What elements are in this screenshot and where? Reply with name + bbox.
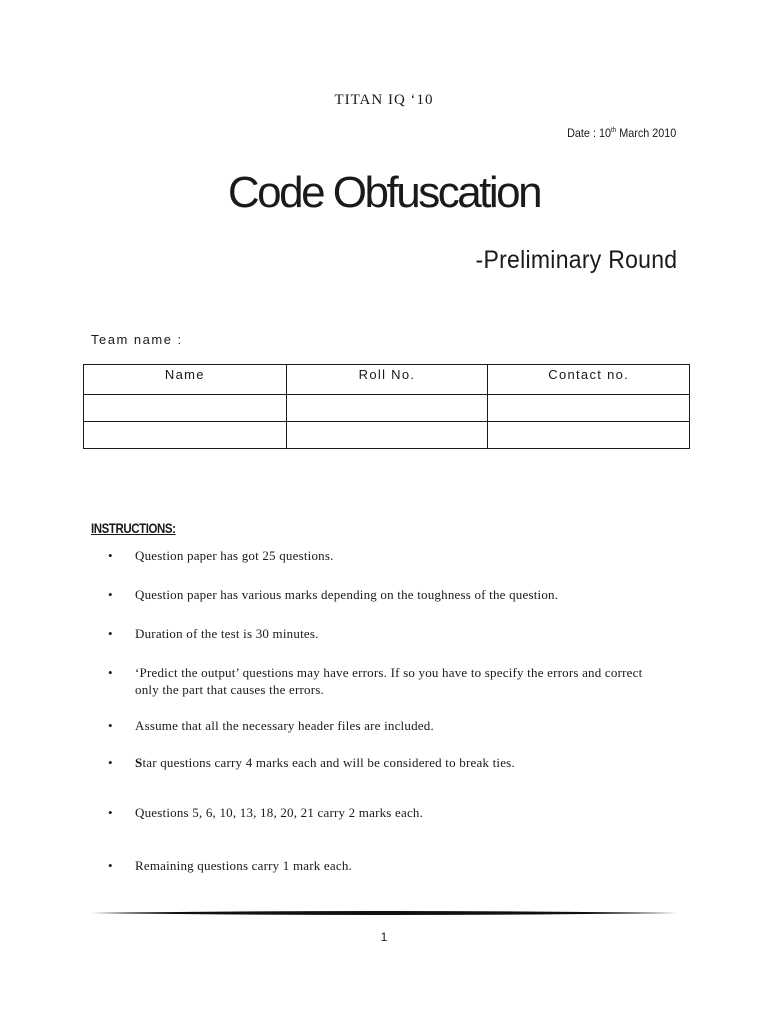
contact-no-cell[interactable]	[488, 395, 690, 422]
name-cell[interactable]	[84, 395, 287, 422]
list-item	[108, 547, 681, 564]
list-item	[108, 804, 681, 821]
team-table-header-row	[84, 365, 690, 395]
bullet-icon: •	[108, 858, 113, 873]
name-cell[interactable]	[84, 422, 287, 449]
team-table	[83, 364, 690, 449]
list-item	[108, 717, 681, 734]
table-row	[84, 422, 690, 449]
instruction-text: ‘Predict the output’ questions may have errors. If so you have to specify the errors and correct only the part that causes the errors.	[135, 665, 643, 697]
bullet-icon: •	[108, 587, 113, 602]
list-item	[108, 857, 681, 874]
footer-divider	[91, 909, 678, 917]
document-title: Code Obfuscation	[227, 168, 541, 217]
column-header-contact-no: Contact no.	[488, 365, 690, 395]
bullet-icon: •	[108, 718, 113, 733]
star-initial: S	[135, 755, 143, 770]
instruction-text: Assume that all the necessary header files are included.	[135, 718, 434, 733]
team-name-label: Team name :	[91, 332, 183, 347]
exam-date	[567, 126, 676, 140]
bullet-icon: •	[108, 548, 113, 563]
instruction-text: Questions 5, 6, 10, 13, 18, 20, 21 carry 2 marks each.	[135, 805, 424, 820]
column-header-roll-no: Roll No.	[286, 365, 488, 395]
instruction-text: Question paper has got 25 questions.	[135, 548, 334, 563]
bullet-icon: •	[108, 626, 113, 641]
instructions-heading: INSTRUCTIONS:	[91, 520, 176, 536]
instruction-text: Duration of the test is 30 minutes.	[135, 626, 319, 641]
date-ordinal: th	[610, 127, 616, 134]
instruction-text-star	[135, 754, 681, 771]
list-item	[108, 664, 681, 698]
table-row	[84, 395, 690, 422]
instruction-text: Remaining questions carry 1 mark each.	[135, 858, 352, 873]
page-number: 1	[380, 930, 388, 944]
list-item	[108, 625, 681, 642]
date-suffix: March 2010	[615, 126, 676, 140]
list-item	[108, 586, 681, 603]
round-subtitle: -Preliminary Round	[475, 246, 677, 274]
instruction-text: Question paper has various marks depending on the toughness of the question.	[135, 587, 559, 602]
bullet-icon: •	[108, 805, 113, 820]
column-header-name: Name	[84, 365, 287, 395]
roll-no-cell[interactable]	[286, 395, 488, 422]
star-rest: tar questions carry 4 marks each and will be considered to break ties.	[142, 755, 515, 770]
bullet-icon: •	[108, 755, 113, 770]
date-prefix: Date : 10	[566, 126, 611, 140]
event-title: TITAN IQ ‘10	[334, 92, 434, 108]
roll-no-cell[interactable]	[286, 422, 488, 449]
bullet-icon: •	[108, 665, 113, 680]
list-item	[108, 754, 681, 771]
contact-no-cell[interactable]	[488, 422, 690, 449]
